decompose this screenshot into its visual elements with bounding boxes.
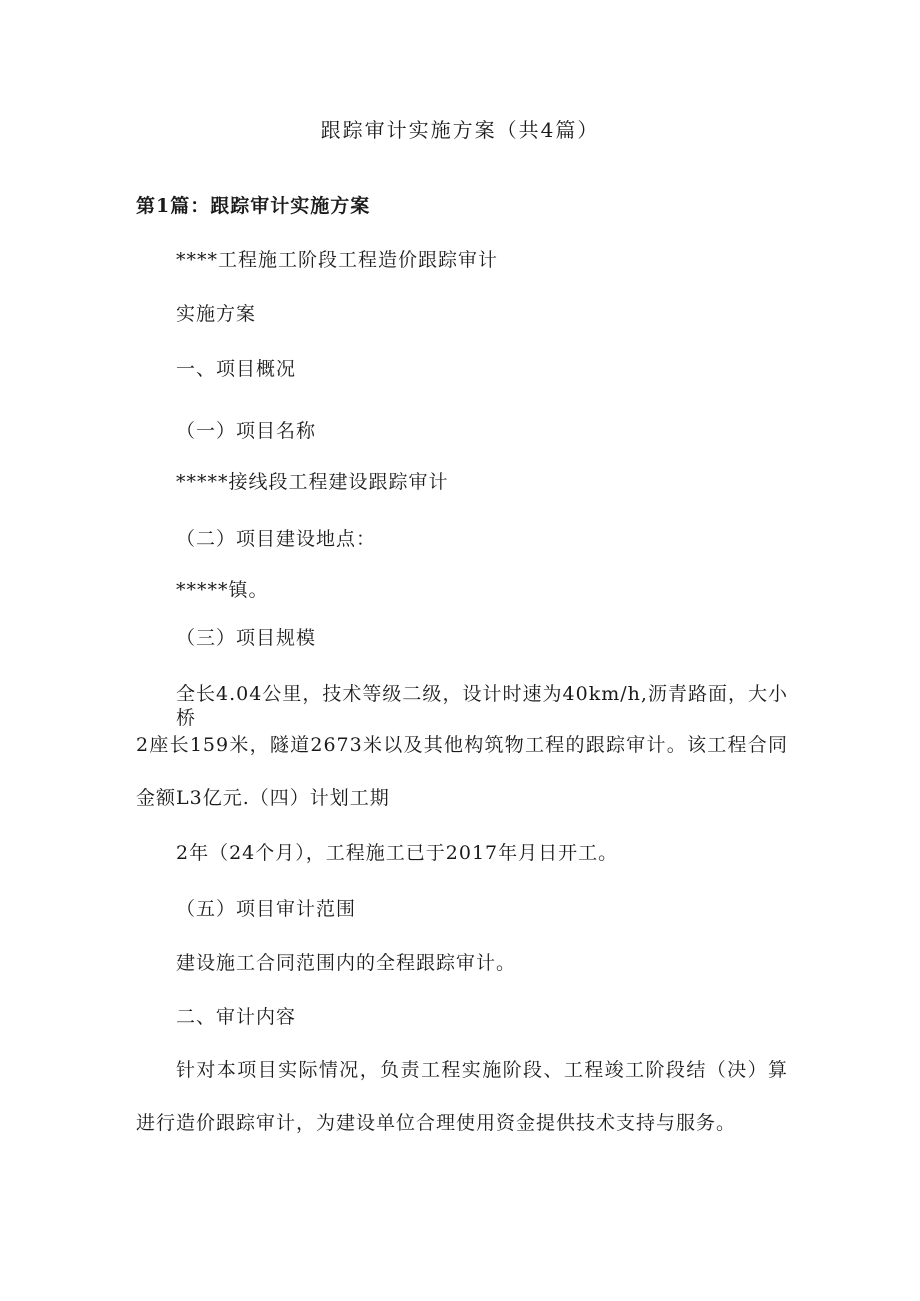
paragraph-project-scale-line-3: 金额L3亿元.（四）计划工期 — [136, 787, 390, 809]
paragraph-audit-content-line-1: 针对本项目实际情况，负责工程实施阶段、工程竣工阶段结（决）算 — [176, 1059, 788, 1081]
paragraph-plan-label: 实施方案 — [176, 303, 257, 325]
paragraph-project-scale-line-1: 全长4.04公里，技术等级二级，设计时速为40km∕h,沥青路面，大小桥 — [176, 683, 788, 729]
paragraph-project-location-value: *****镇。 — [176, 579, 269, 601]
paragraph-planned-duration: 2年（24个月），工程施工已于2017年月日开工。 — [176, 842, 619, 864]
paragraph-audit-scope-value: 建设施工合同范围内的全程跟踪审计。 — [176, 952, 517, 974]
subheading-project-location: （二）项目建设地点： — [176, 528, 377, 550]
heading-audit-content: 二、审计内容 — [176, 1006, 297, 1028]
paragraph-audit-content-line-2: 进行造价跟踪审计，为建设单位合理使用资金提供技术支持与服务。 — [136, 1112, 737, 1134]
paragraph-project-name-line: ****工程施工阶段工程造价跟踪审计 — [176, 249, 499, 271]
paragraph-project-scale-line-2: 2座长159米，隧道2673米以及其他构筑物工程的跟踪审计。该工程合同 — [136, 734, 788, 756]
subheading-project-scale: （三）项目规模 — [176, 627, 317, 649]
section-heading: 第1篇：跟踪审计实施方案 — [136, 195, 371, 217]
subheading-project-name: （一）项目名称 — [176, 420, 317, 442]
paragraph-project-name-value: *****接线段工程建设跟踪审计 — [176, 471, 449, 493]
subheading-audit-scope: （五）项目审计范围 — [176, 898, 357, 920]
document-title: 跟踪审计实施方案（共4篇） — [320, 118, 600, 142]
heading-project-overview: 一、项目概况 — [176, 358, 297, 380]
